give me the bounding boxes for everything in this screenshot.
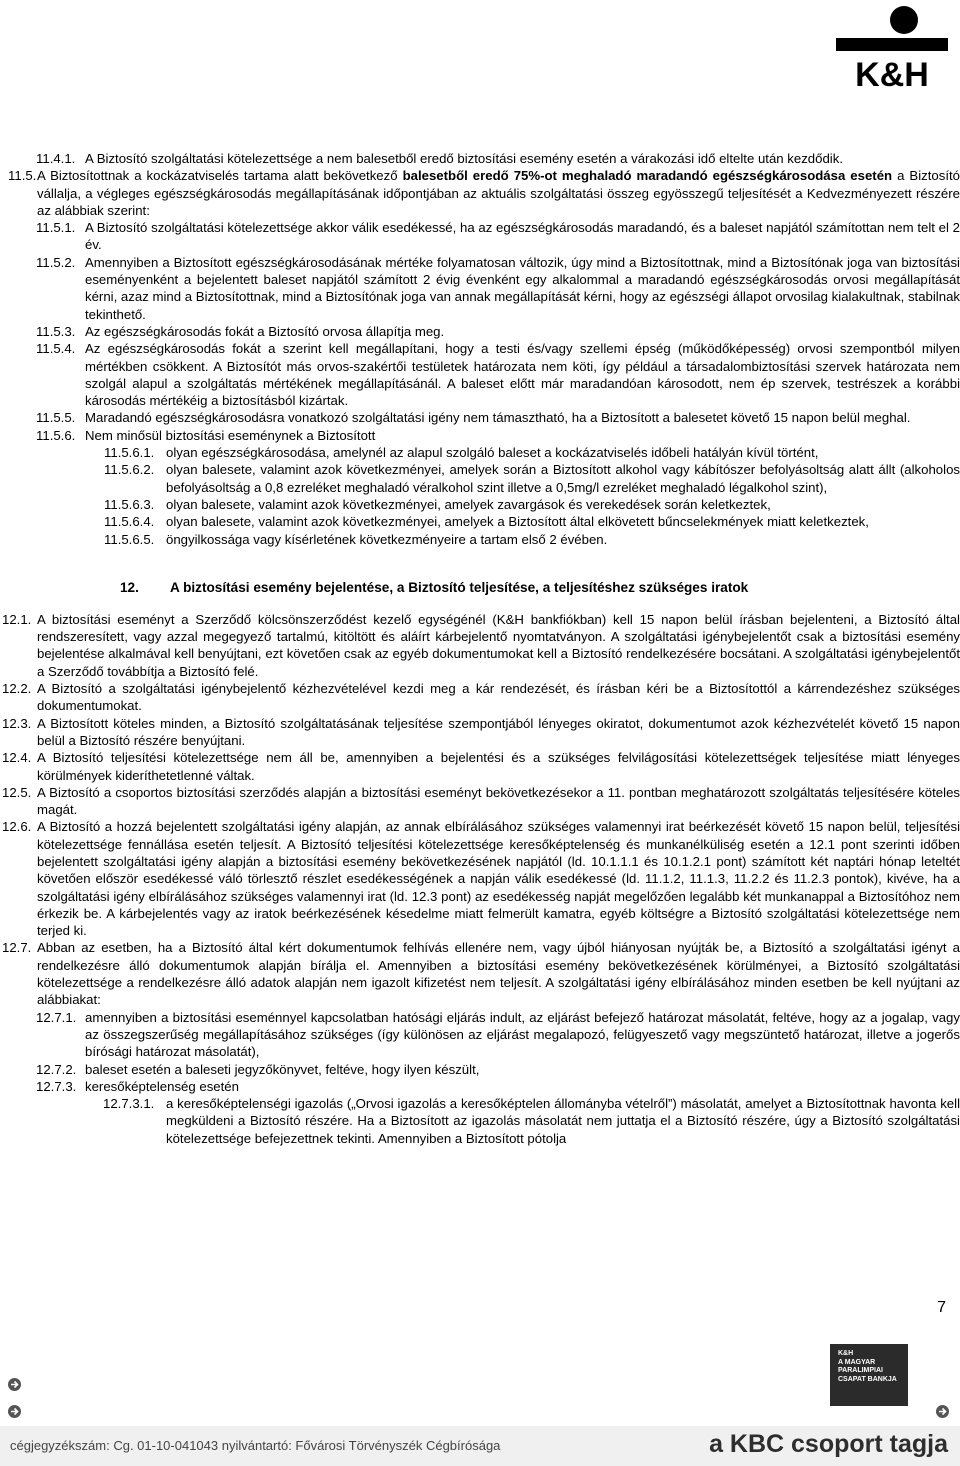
clause-11-5-6-1 [0, 444, 960, 461]
clause-number: 12.7.2. [36, 1061, 77, 1077]
clause-number: 11.5.5. [36, 410, 76, 426]
clause-12-4 [0, 749, 960, 784]
clause-number: 11.5.6. [36, 427, 76, 443]
logo-text: K&H [855, 56, 929, 92]
clause-text: keresőképtelenség esetén [85, 1078, 239, 1094]
clause-11-5-6-3 [0, 496, 960, 513]
clause-11-5-6-2 [0, 461, 960, 496]
clause-text: A Biztosító szolgáltatási kötelezettsége akkor válik esedékessé, ha az egészségkárosodás maradandó, és a baleset napjától számítottan nem telt el 2 év. [85, 220, 960, 253]
clause-number: 11.5.6.1. [104, 445, 155, 461]
clause-12-7-3-1 [0, 1095, 960, 1147]
arrow-right-icon[interactable] [8, 1405, 21, 1418]
section-heading-12 [0, 579, 960, 597]
clause-text: a keresőképtelenségi igazolás („Orvosi igazolás a keresőképtelen állományba vételről”) másolatát, amelyet a Biztosítottnak havonta kell megküldeni a Biztosító részére. Ha a Biztosított az igazolás másolatát nem juttatja el a Biztosító részére, úgy a Biztosító szolgáltatási kötelezettsége befejezettnek tekinti. Amennyiben a Biztosított pótolja [166, 1096, 960, 1146]
clause-12-7 [0, 939, 960, 1008]
clause-12-3 [0, 715, 960, 750]
clause-12-6 [0, 818, 960, 939]
clause-number: 11.5.1. [36, 220, 76, 236]
clause-text: Nem minősül biztosítási eseménynek a Biztosított [85, 427, 376, 443]
kh-logo [836, 0, 948, 92]
clause-text: Abban az esetben, ha a Biztosító által kért dokumentumok felhívás ellenére nem, vagy újból hiányosan nyújták be, a Biztosító a szolgáltatási igényt a rendelkezésre álló dokumentumok alapján bírálja el. Amennyiben a biztosítási esemény bekövetkezésének körülményei, a Biztosító szolgáltatási kötelezettsége a rendelkezésre álló adatok alapján nem igazolt kifizetést nem teljesít. A szolgáltatási igény elbírálásához minden esetben be kell nyújtani az alábbiakat: [37, 940, 960, 1008]
document-body [0, 150, 960, 1147]
clause-text: A Biztosítottnak a kockázatviselés tartama alatt bekövetkező [37, 168, 403, 184]
badge-line: A MAGYAR [838, 1358, 876, 1366]
clause-number: 11.5.6.5. [104, 531, 155, 547]
clause-11-5-1 [0, 219, 960, 254]
page-number: 7 [937, 1299, 946, 1316]
clause-number: 12.3. [2, 715, 32, 731]
clause-text: olyan balesete, valamint azok következményei, amelyek zavargások és verekedések során keletkeztek, [166, 496, 771, 512]
clause-number: 12.7.3. [36, 1078, 77, 1094]
clause-11-4-1 [0, 150, 960, 167]
clause-12-7-3 [0, 1078, 960, 1095]
heading-number: 12. [120, 579, 139, 595]
clause-text: Amennyiben a Biztosított egészségkárosodásának mértéke folyamatosan változik, úgy mind a Biztosítottnak, mind a Biztosítónak joga van biztosítási eseményenként a bejelentett baleset napjától számított 2 évig évenként egy alkalommal a maradandó egészségkárosodás orvosi megállapítását kérni, azaz mind a Biztosítottnak, mind a Biztosítónak joga van annak megállapítását kérni, hogy az egészségi állapot orvosilag kialakultnak, stabilnak tekinthető. [85, 254, 960, 322]
clause-11-5-4 [0, 340, 960, 409]
clause-number: 11.5.6.2. [104, 462, 155, 478]
kbc-group-tagline: a KBC csoport tagja [709, 1430, 948, 1458]
arrow-right-icon[interactable] [8, 1378, 21, 1391]
clause-11-5 [0, 167, 960, 219]
clause-number: 12.7.3.1. [103, 1096, 155, 1112]
clause-11-5-6-4 [0, 513, 960, 530]
clause-number: 11.4.1. [36, 151, 76, 166]
clause-number: 11.5.2. [36, 254, 76, 270]
clause-11-5-6-5 [0, 531, 960, 548]
clause-12-7-1 [0, 1009, 960, 1061]
clause-text: A Biztosító a hozzá bejelentett szolgáltatási igény alapján, az annak elbírálásához szükséges valamennyi irat beérkezését követő 15 napon belül, teljesítési kötelezettsége fennállása esetén teljesít. A Biztosító teljesítési kötelezettsége keresőképtelenség és munkanélküliség esetén a 12.1 pont szerinti időben bejelentett szolgáltatási igény alapján a biztosítási esemény bekövetkezésének napjától (ld. 10.1.1.1 és 10.1.2.1 pont) számított két naptári hónap leteltét követően először esedékessé váló törlesztő részlet esedékességének a napján válik esedékessé (ld. 11.1.2, 11.1.3, 11.2.2 és 11.2.3 pontok), kivéve, ha a szolgáltatási igény elbírálásához szükséges valamennyi irat (ld. 12.3 pont) az esedékesség napját megelőzően legalább két munkanappal a Biztosítóhoz nem érkezik be. A kárbejelentés vagy az iratok beérkezésének késedelme miatt felmerült kamatra, egyéb költségre a Biztosító szolgáltatási kötelezettsége nem terjed ki. [37, 819, 960, 939]
clause-number: 11.5.6.4. [104, 514, 155, 530]
clause-text: öngyilkossága vagy kísérletének következményeire a tartam első 2 évében. [166, 531, 608, 547]
clause-text: a Biztosító vállalja, a végleges egészségkárosodás megállapításának időpontjában az aktuális szolgáltatási összeg egyösszegű teljesítését a Kedvezményezett részére az alábbiak szerint: [37, 168, 960, 218]
clause-text: A Biztosító szolgáltatási kötelezettsége a nem balesetből eredő biztosítási esemény esetén a várakozási idő eltelte után kezdődik. [85, 151, 843, 166]
clause-text: A Biztosító teljesítési kötelezettsége nem áll be, amennyiben a bejelentési és a szükséges felvilágosítási kötelezettségek teljesítése miatt lényeges körülmények kideríthetetlenné váltak. [37, 750, 960, 783]
clause-text: olyan balesete, valamint azok következményei, amelyek a Biztosított által elkövetett bűncselekmények miatt keletkeztek, [166, 514, 869, 530]
clause-12-2 [0, 680, 960, 715]
arrow-right-icon[interactable] [936, 1405, 949, 1418]
clause-number: 11.5.3. [36, 323, 76, 339]
clause-number: 12.4. [2, 750, 32, 766]
footer [0, 1426, 960, 1466]
paralympic-badge [830, 1344, 908, 1406]
clause-number: 11.5. [8, 168, 37, 184]
heading-text: A biztosítási esemény bejelentése, a Biztosító teljesítése, a teljesítéshez szükséges iratok [170, 579, 749, 595]
badge-line: K&H [838, 1350, 854, 1357]
clause-number: 12.7.1. [36, 1009, 77, 1025]
clause-11-5-3 [0, 323, 960, 340]
clause-11-5-2 [0, 254, 960, 323]
clause-12-7-2 [0, 1061, 960, 1078]
clause-number: 12.2. [2, 681, 32, 697]
clause-12-1 [0, 611, 960, 680]
clause-text: baleset esetén a baleseti jegyzőkönyvet, feltéve, hogy ilyen készült, [85, 1061, 480, 1077]
company-registration: cégjegyzékszám: Cg. 01-10-041043 nyilvántartó: Fővárosi Törvényszék Cégbírósága [10, 1438, 501, 1453]
clause-12-5 [0, 784, 960, 819]
clause-text: Maradandó egészségkárosodásra vonatkozó szolgáltatási igény nem támasztható, ha a Biztosított a balesetet követő 15 napon belül meghal. [85, 410, 911, 426]
clause-number: 12.1. [2, 611, 32, 627]
clause-number: 11.5.6.3. [104, 496, 155, 512]
clause-text: A Biztosított köteles minden, a Biztosító szolgáltatásának teljesítése szempontjából lényeges okiratot, dokumentumot azok kézhezvételét követő 15 napon belül a Biztosító részére benyújtani. [37, 715, 960, 748]
badge-line: CSAPAT BANKJA [838, 1375, 897, 1383]
badge-line: PARALIMPIAI [838, 1367, 883, 1374]
clause-number: 12.7. [2, 940, 32, 956]
clause-text: amennyiben a biztosítási eseménnyel kapcsolatban hatósági eljárás indult, az eljárást befejező határozat másolatát, feltéve, hogy az a jogalap, vagy az összegszerűség megállapításához szükséges (így különösen az eljárást megalapozó, felügyeszető vagy megszüntető határozat, illetve a jogerős bírósági határozat másolatát), [85, 1009, 960, 1060]
clause-number: 12.5. [2, 784, 32, 800]
clause-bold-text: balesetből eredő 75%-ot meghaladó maradandó egészségkárosodása esetén [402, 168, 893, 184]
clause-text: A biztosítási eseményt a Szerződő kölcsönszerződést kezelő egységénél (K&H bankfiókban) kell 15 napon belül írásban bejelenteni, a Biztosító által rendszeresített, vagy azzal megegyező tartalmú, kitöltött és aláírt kárbejelentő nyomtatványon. A szolgáltatási igénybejelentőt csak a biztosítási esemény bejelentése alkalmával kell benyújtani, ezt követően csak az egyéb dokumentumokat kell a Biztosító rendelkezésére bocsátani. A szolgáltatási igénybejelentőt a Szerződő továbbítja a Biztosító felé. [37, 611, 960, 679]
clause-text: olyan egészségkárosodása, amelynél az alapul szolgáló baleset a kockázatviselés időbeli hatályán kívül történt, [166, 445, 819, 461]
clause-11-5-6 [0, 427, 960, 444]
clause-text: Az egészségkárosodás fokát a Biztosító orvosa állapítja meg. [85, 323, 445, 339]
clause-number: 11.5.4. [36, 341, 76, 357]
clause-text: Az egészségkárosodás fokát a szerint kell megállapítani, hogy a testi és/vagy szellemi épség (működőképesség) orvosi szempontból milyen mértékben csökkent. A Biztosítót más orvos-szakértői testületek határozata nem köti, így például a társadalombiztosítási szervek határozata nem szolgál alapul a szolgáltatás mértékének megállapításánál. A baleset előtt már maradandóan károsodott, nem ép szervek, testrészek a korábbi károsodás mértékéig a biztosításból kizártak. [85, 341, 960, 409]
clause-text: olyan balesete, valamint azok következményei, amelyek során a Biztosított alkohol vagy kábítószer befolyásoltság alatt állt (alkoholos befolyásoltság a 0,8 ezreléket meghaladó véralkohol szint illetve a 0,5mg/l ezreléket meghaladó légalkohol szint), [166, 462, 960, 495]
clause-text: A Biztosító a szolgáltatási igénybejelentő kézhezvételével kezdi meg a kár rendezését, és írásban kéri be a Biztosítottól a kárrendezéshez szükséges dokumentumokat. [37, 681, 960, 714]
clause-text: A Biztosító a csoportos biztosítási szerződés alapján a biztosítási eseményt bekövetkezésekor a 11. pontban meghatározott szolgáltatás teljesítésére köteles magát. [37, 784, 960, 818]
clause-number: 12.6. [2, 819, 32, 835]
clause-11-5-5 [0, 409, 960, 426]
